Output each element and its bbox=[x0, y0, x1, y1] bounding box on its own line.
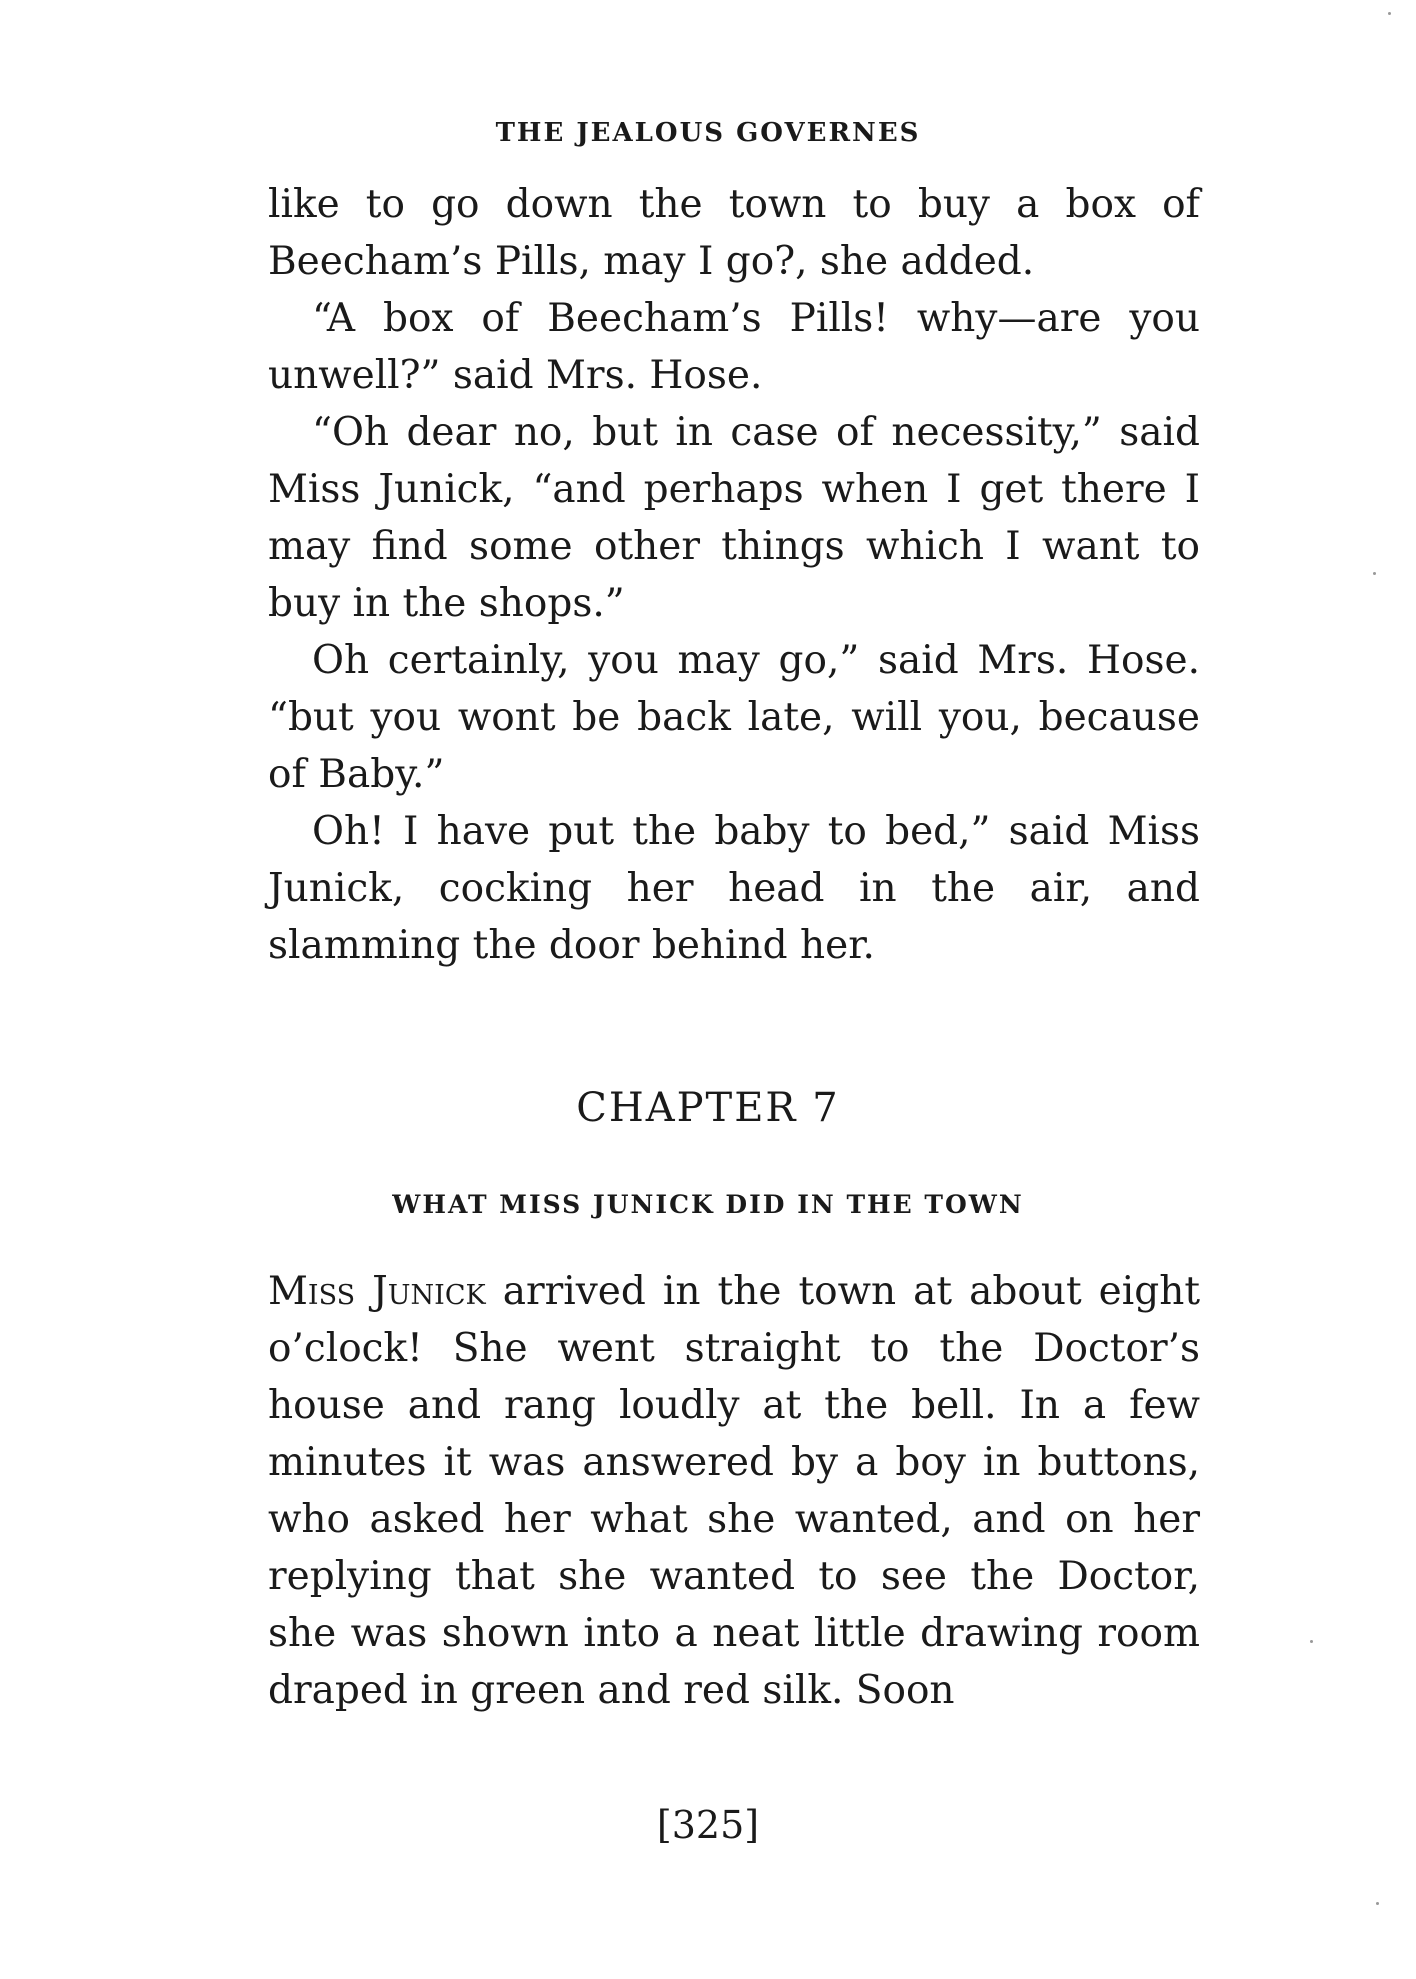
paragraph: Oh certainly, you may go,” said Mrs. Hose. “but you wont be back late, will you, because of Baby.” bbox=[268, 638, 1200, 797]
paper-speck bbox=[1376, 1902, 1379, 1905]
opening-text: arrived in the town at about eight o’clock! She went straight to the Doctor’s house and rang loudly at the bell. In a few minutes it was answered by a boy in buttons, who asked her what she wanted, and on her replying that she wanted to see the Doctor, she was shown into a neat little drawing room draped in green and red silk. Soon bbox=[268, 1269, 1200, 1713]
chapter-opening-paragraph bbox=[268, 1263, 1200, 1719]
paragraph: “A box of Beecham’s Pills! why—are you unwell?” said Mrs. Hose. bbox=[268, 296, 1200, 398]
paper-speck bbox=[1310, 1640, 1313, 1643]
paper-speck bbox=[1388, 12, 1391, 15]
page-number: [325] bbox=[656, 1803, 760, 1847]
chapter-subtitle: WHAT MISS JUNICK DID IN THE TOWN bbox=[392, 1190, 1024, 1219]
chapter-title: CHAPTER 7 bbox=[576, 1085, 840, 1131]
opening-smallcaps: Miss Junick bbox=[268, 1269, 486, 1314]
paper-speck bbox=[1373, 572, 1376, 575]
chapter-text-block bbox=[268, 1263, 1200, 1719]
paragraph: like to go down the town to buy a box of Beecham’s Pills, may I go?, she added. bbox=[268, 182, 1200, 284]
paragraph: “Oh dear no, but in case of necessity,” said Miss Junick, “and perhaps when I get there I may find some other things which I want to buy in the shops.” bbox=[268, 410, 1200, 626]
paragraph: Oh! I have put the baby to bed,” said Miss Junick, cocking her head in the air, and slamming the door behind her. bbox=[268, 809, 1200, 968]
top-text-block bbox=[268, 176, 1200, 974]
running-head: THE JEALOUS GOVERNES bbox=[495, 118, 921, 148]
